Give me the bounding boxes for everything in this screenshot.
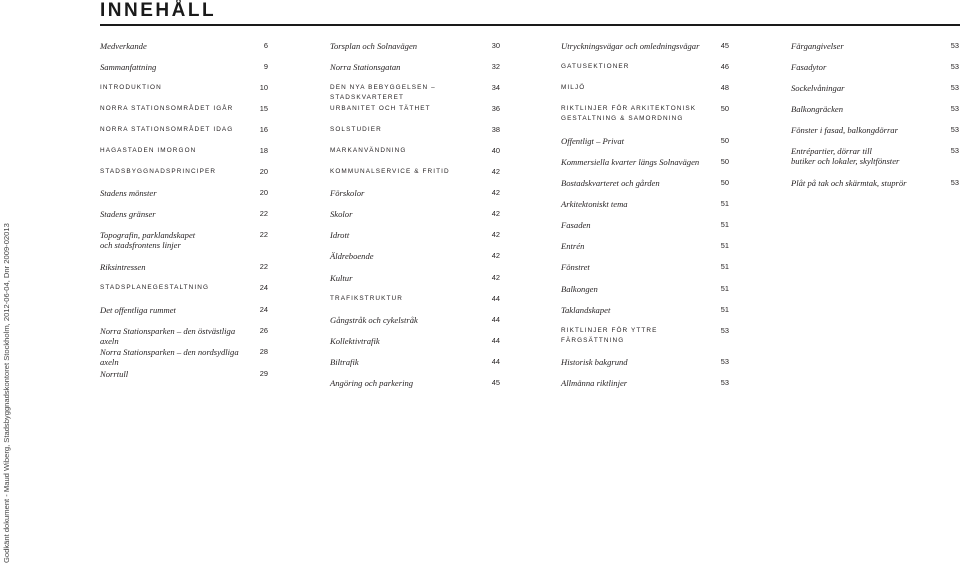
toc-entry[interactable] (100, 209, 268, 219)
toc-entry-page: 42 (491, 273, 500, 282)
toc-entry-title: Skolor (330, 209, 353, 219)
toc-entry[interactable] (791, 178, 959, 188)
toc-entry-title: MARKANVÄNDNING (330, 147, 407, 154)
toc-entry[interactable] (100, 369, 268, 379)
toc-entry[interactable] (791, 62, 959, 72)
toc-entry-title: Arkitektoniskt tema (561, 199, 628, 209)
toc-entry-title: Allmänna riktlinjer (561, 378, 628, 388)
toc-entry[interactable] (561, 199, 729, 209)
toc-entry[interactable] (561, 305, 729, 315)
toc-entry-page: 53 (720, 326, 729, 335)
toc-entry-page: 18 (259, 146, 268, 155)
toc-entry[interactable] (100, 167, 268, 177)
toc-entry-title: Fönster i fasad, balkongdörrar (791, 125, 898, 135)
toc-entry-title: Balkongräcken (791, 104, 844, 114)
toc-entry[interactable] (561, 262, 729, 272)
toc-entry-page: 51 (720, 241, 729, 250)
page-title: INNEHÅLL (100, 0, 217, 21)
toc-entry-page: 51 (720, 199, 729, 208)
toc-entry-title: Entrépartier, dörrar till butiker och lokaler, skyltfönster (791, 146, 900, 166)
toc-entry[interactable] (791, 125, 959, 135)
toc-entry-title: Taklandskapet (561, 305, 611, 315)
toc-entry-title: Historisk bakgrund (561, 357, 628, 367)
toc-entry[interactable] (561, 378, 729, 388)
toc-entry-page: 53 (950, 41, 959, 50)
toc-entry-title: Torsplan och Solnavägen (330, 41, 418, 51)
toc-entry[interactable] (330, 167, 500, 177)
toc-entry[interactable] (561, 241, 729, 251)
toc-entry-title: Norra Stationsparken – den östvästliga axeln (100, 326, 236, 346)
toc-entry-page: 53 (950, 125, 959, 134)
toc-entry-title: Sockelvåningar (791, 83, 845, 93)
toc-entry-title: Utryckningsvägar och omledningsvägar (561, 41, 700, 51)
toc-entry-page: 6 (263, 41, 268, 50)
toc-entry[interactable] (330, 230, 500, 240)
toc-entry[interactable] (100, 62, 268, 72)
toc-entry-page: 22 (259, 262, 268, 271)
toc-entry-page: 30 (491, 41, 500, 50)
toc-entry-title: Offentligt – Privat (561, 136, 625, 146)
toc-entry[interactable] (561, 220, 729, 230)
toc-entry-title: GATUSEKTIONER (561, 63, 630, 70)
toc-entry[interactable] (330, 273, 500, 283)
toc-entry-page: 53 (950, 146, 959, 155)
toc-entry-page: 51 (720, 305, 729, 314)
toc-entry-page: 29 (259, 369, 268, 378)
toc-entry[interactable] (330, 378, 500, 388)
toc-entry[interactable] (561, 178, 729, 188)
toc-entry-title: Stadens gränser (100, 209, 156, 219)
toc-entry-page: 24 (259, 283, 268, 292)
toc-entry[interactable] (330, 62, 500, 72)
toc-entry-page: 15 (259, 104, 268, 113)
toc-entry-page: 24 (259, 305, 268, 314)
toc-entry-page: 36 (491, 104, 500, 113)
toc-entry[interactable] (100, 83, 268, 93)
toc-entry-title: Stadens mönster (100, 188, 157, 198)
toc-entry-title: Färgangivelser (791, 41, 844, 51)
toc-entry[interactable] (561, 136, 729, 146)
toc-entry-page: 20 (259, 167, 268, 176)
toc-entry[interactable] (100, 230, 268, 250)
toc-entry-title: Medverkande (100, 41, 147, 51)
toc-entry-page: 51 (720, 284, 729, 293)
toc-entry-page: 45 (720, 41, 729, 50)
toc-entry[interactable] (561, 83, 729, 93)
toc-entry-title: Balkongen (561, 284, 598, 294)
toc-entry[interactable] (100, 347, 268, 367)
toc-entry-title: Entrén (561, 241, 585, 251)
toc-entry-title: Kollektivtrafik (330, 336, 380, 346)
toc-entry-title: STADSBYGGNADSPRINCIPER (100, 168, 217, 175)
toc-entry-page: 42 (491, 209, 500, 218)
toc-entry-page: 42 (491, 251, 500, 260)
toc-entry-page: 34 (491, 83, 500, 92)
toc-entry-page: 53 (950, 104, 959, 113)
toc-entry-title: Riksintressen (100, 262, 146, 272)
toc-entry-title: MILJÖ (561, 84, 586, 91)
toc-entry[interactable] (100, 188, 268, 198)
toc-entry[interactable] (100, 283, 268, 293)
toc-entry-title: Idrott (330, 230, 350, 240)
toc-entry[interactable] (330, 125, 500, 135)
toc-entry[interactable] (791, 146, 959, 166)
toc-entry-page: 45 (491, 378, 500, 387)
toc-entry-page: 53 (720, 357, 729, 366)
toc-entry-page: 22 (259, 230, 268, 239)
toc-entry[interactable] (100, 305, 268, 315)
toc-entry-title: Norra Stationsparken – den nordsydliga axeln (100, 347, 239, 367)
toc-entry[interactable] (561, 357, 729, 367)
toc-entry-title: STADSPLANEGESTALTNING (100, 284, 210, 291)
title-rule (100, 24, 960, 26)
toc-entry-title: Det offentliga rummet (100, 305, 176, 315)
toc-entry-title: URBANITET OCH TÄTHET (330, 105, 431, 112)
toc-entry-title: NORRA STATIONSOMRÅDET IGÅR (100, 105, 234, 112)
toc-entry-title: Kultur (330, 273, 353, 283)
toc-entry-page: 32 (491, 62, 500, 71)
document-approval-note: Godkänt dokument - Maud Wiberg, Stadsbyggnadskontoret Stockholm, 2012-06-04, Dnr 2009-02013 (2, 223, 11, 563)
toc-entry[interactable] (791, 41, 959, 51)
toc-entry-page: 26 (259, 326, 268, 335)
toc-entry-page: 46 (720, 62, 729, 71)
toc-entry[interactable] (330, 294, 500, 304)
toc-entry-title: Norrtull (100, 369, 129, 379)
toc-entry-title: Biltrafik (330, 357, 359, 367)
toc-entry-title: RIKTLINJER FÖR ARKITEKTONISK GESTALTNING & SAMORDNING (561, 105, 697, 122)
toc-entry-page: 53 (950, 178, 959, 187)
toc-entry-page: 44 (491, 357, 500, 366)
toc-entry-title: Topografin, parklandskapet och stadsfrontens linjer (100, 230, 196, 250)
toc-entry[interactable] (100, 41, 268, 51)
toc-entry-title: RIKTLINJER FÖR YTTRE FÄRGSÄTTNING (561, 327, 658, 344)
toc-entry-page: 38 (491, 125, 500, 134)
toc-entry[interactable] (330, 315, 500, 325)
toc-entry-page: 50 (720, 136, 729, 145)
toc-entry[interactable] (100, 262, 268, 272)
toc-entry[interactable] (561, 284, 729, 294)
toc-entry[interactable] (330, 41, 500, 51)
toc-entry-page: 16 (259, 125, 268, 134)
toc-entry-page: 48 (720, 83, 729, 92)
toc-entry-title: KOMMUNALSERVICE & FRITID (330, 168, 450, 175)
toc-entry[interactable] (330, 146, 500, 156)
toc-entry-title: Fönstret (561, 262, 590, 272)
toc-entry-title: Gångstråk och cykelstråk (330, 315, 418, 325)
toc-entry-page: 42 (491, 188, 500, 197)
toc-entry[interactable] (561, 326, 729, 346)
toc-entry-title: HAGASTADEN IMORGON (100, 147, 197, 154)
toc-entry-title: Fasaden (561, 220, 591, 230)
toc-entry[interactable] (100, 125, 268, 135)
toc-entry-title: Kommersiella kvarter längs Solnavägen (561, 157, 700, 167)
toc-entry-page: 44 (491, 294, 500, 303)
toc-entry-title: TRAFIKSTRUKTUR (330, 295, 403, 302)
toc-entry-page: 9 (263, 62, 268, 71)
toc-entry-title: DEN NYA BEBYGGELSEN – STADSKVARTERET (330, 84, 436, 101)
toc-entry[interactable] (561, 157, 729, 167)
toc-entry[interactable] (330, 188, 500, 198)
toc-entry[interactable] (791, 104, 959, 114)
toc-entry-page: 20 (259, 188, 268, 197)
toc-entry-title: NORRA STATIONSOMRÅDET IDAG (100, 126, 234, 133)
toc-entry-page: 53 (720, 378, 729, 387)
toc-entry-page: 53 (950, 62, 959, 71)
toc-entry-title: Sammanfattning (100, 62, 157, 72)
toc-entry[interactable] (100, 146, 268, 156)
toc-entry[interactable] (100, 104, 268, 114)
toc-entry[interactable] (561, 104, 729, 124)
toc-entry-page: 50 (720, 157, 729, 166)
toc-entry-title: Bostadskvarteret och gården (561, 178, 660, 188)
toc-entry-title: SOLSTUDIER (330, 126, 382, 133)
toc-entry-page: 42 (491, 167, 500, 176)
toc-entry[interactable] (330, 104, 500, 114)
toc-entry-page: 53 (950, 83, 959, 92)
toc-entry[interactable] (100, 326, 268, 346)
toc-entry-page: 22 (259, 209, 268, 218)
toc-entry-title: Förskolor (330, 188, 365, 198)
toc-entry-title: Äldreboende (330, 251, 374, 261)
toc-entry[interactable] (561, 62, 729, 72)
toc-entry-page: 51 (720, 262, 729, 271)
toc-entry-page: 44 (491, 336, 500, 345)
toc-entry-title: Norra Stationsgatan (330, 62, 401, 72)
toc-entry-page: 42 (491, 230, 500, 239)
toc-entry-page: 44 (491, 315, 500, 324)
toc-entry-page: 51 (720, 220, 729, 229)
toc-entry-page: 50 (720, 104, 729, 113)
toc-entry-page: 40 (491, 146, 500, 155)
toc-entry[interactable] (791, 83, 959, 93)
toc-entry[interactable] (330, 83, 500, 103)
toc-entry-page: 10 (259, 83, 268, 92)
toc-entry[interactable] (330, 357, 500, 367)
toc-entry-title: Fasadytor (791, 62, 827, 72)
toc-entry[interactable] (561, 41, 729, 51)
toc-entry-page: 50 (720, 178, 729, 187)
toc-entry-page: 28 (259, 347, 268, 356)
toc-entry-title: Angöring och parkering (330, 378, 414, 388)
toc-entry-title: INTRODUKTION (100, 84, 162, 91)
toc-entry[interactable] (330, 209, 500, 219)
toc-entry[interactable] (330, 336, 500, 346)
toc-entry-title: Plåt på tak och skärmtak, stuprör (791, 178, 907, 188)
toc-entry[interactable] (330, 251, 500, 261)
